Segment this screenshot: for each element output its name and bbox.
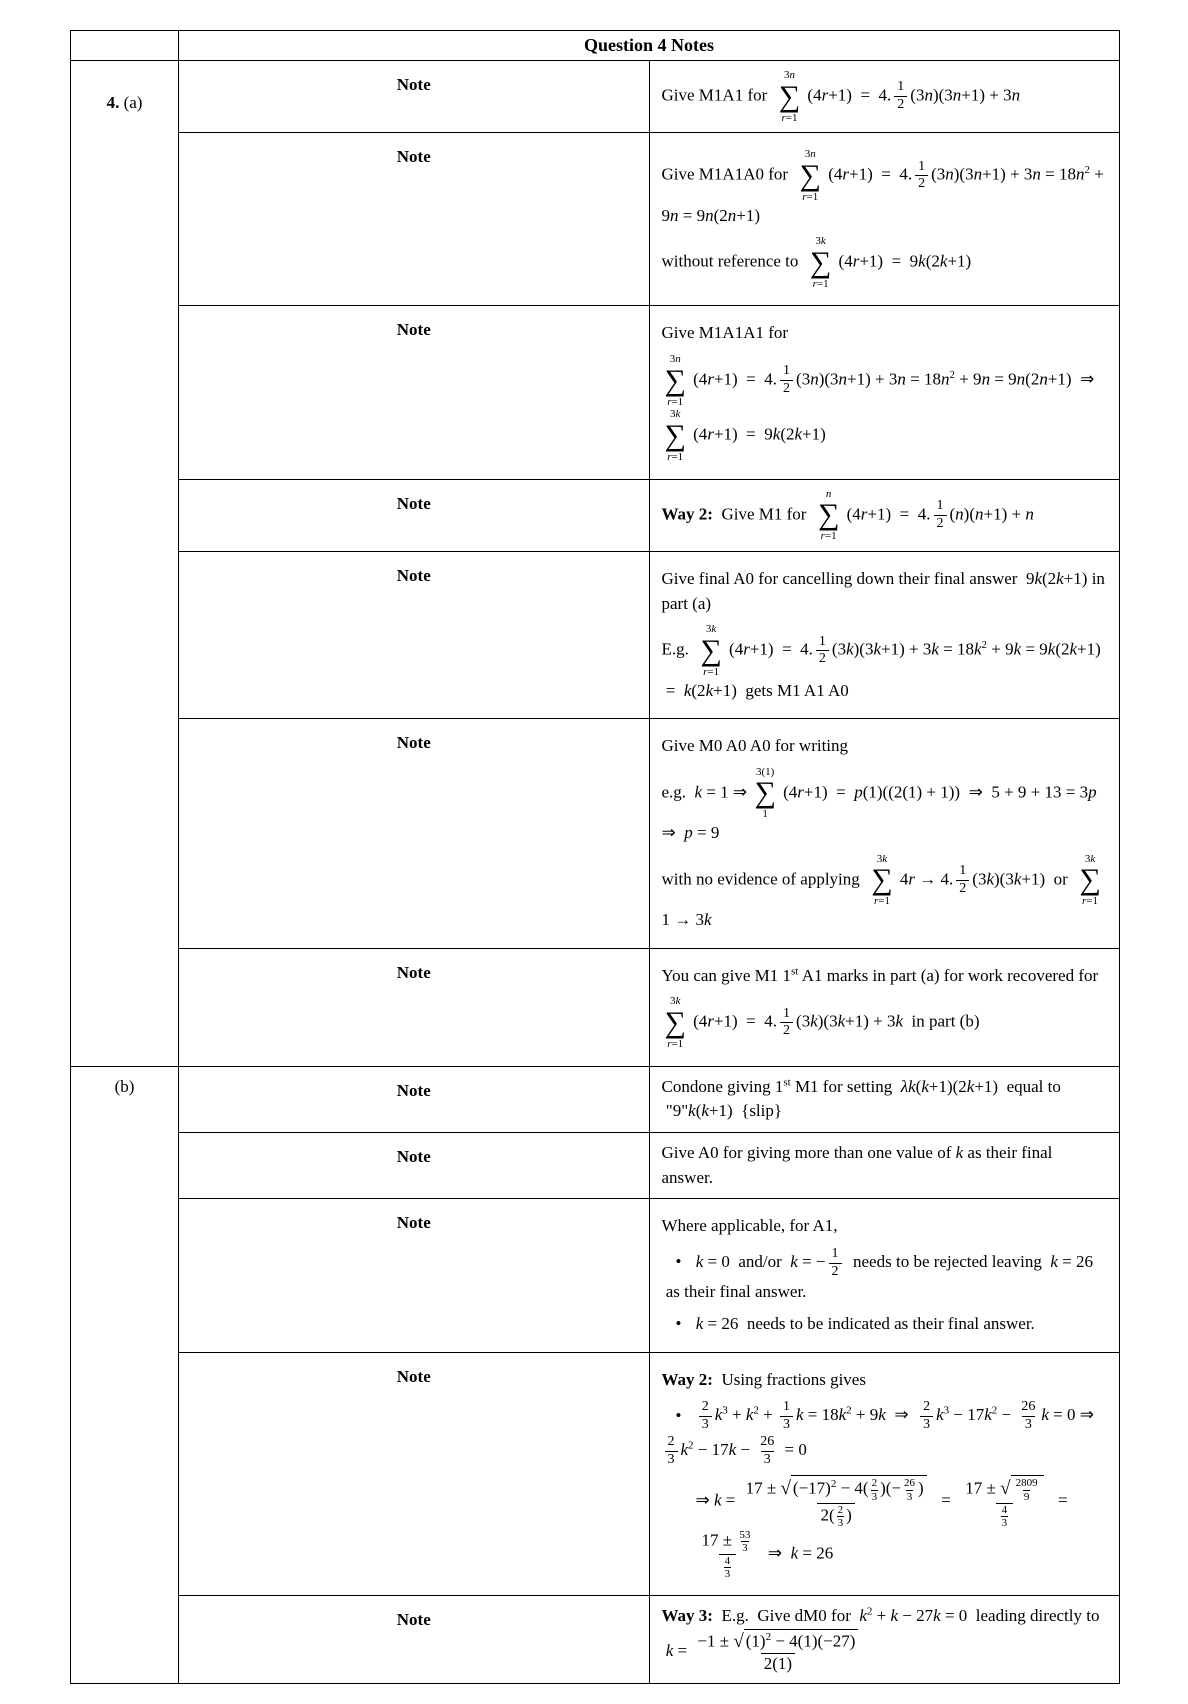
note-content: Where applicable, for A1, • k = 0 and/or k = − $\frac{1}{2}$ needs to be rejected leaving k = 26 as their final answer. • k = 26 needs to be indicated as their final answer.	[649, 1199, 1120, 1353]
note-row	[71, 1352, 1120, 1596]
question-notes-table	[70, 30, 1120, 1684]
note-row	[71, 479, 1120, 551]
note-label: Note	[179, 1596, 650, 1683]
note-label: Note	[179, 551, 650, 718]
note-row	[71, 948, 1120, 1066]
note-content: Give M1A1A1 for 3n ∑ r=1 (4r+1) = 4. $\frac{1}{2}$ $(3n)(3n+1) + 3n = 18n^2 + 9n = 9n(2n+1)$ ⇒ 3k ∑ r=1 (4r+1) = 9k(2k+1)	[649, 306, 1120, 479]
note-content: Condone giving 1st M1 for setting λk(k+1)(2k+1) equal to "9"k(k+1) {slip}	[649, 1066, 1120, 1132]
header-row	[71, 31, 1120, 61]
note-content: Give A0 for giving more than one value of k as their final answer.	[649, 1132, 1120, 1198]
note-row	[71, 1199, 1120, 1353]
note-row	[71, 551, 1120, 718]
note-row	[71, 719, 1120, 948]
note-row	[71, 61, 1120, 133]
table-title: Question 4 Notes	[179, 31, 1120, 61]
note-label: Note	[179, 1066, 650, 1132]
note-label: Note	[179, 61, 650, 133]
note-content: Give M0 A0 A0 for writing e.g. k = 1 ⇒ 3(1) ∑ 1 (4r+1) = p(1)((2(1) + 1)) ⇒ 5 + 9 + 13 = 3p ⇒ p = 9 with no evidence of applying 3k ∑ r=1 4r → 4. $\frac{1}{2}$ (3k)(3k+1) or 3k ∑ r=1 1 → 3k	[649, 719, 1120, 948]
note-content: Way 2: Using fractions gives • $\frac{2}{3}$ $k^3 + k^2$ + $\frac{1}{3}$ $k = 18k^2 + 9k$ ⇒ $\frac{2}{3}$ $k^3 - 17k^2$ − $\frac{26}{3}$ k = 0 ⇒ $\frac{2}{3}$ $k^2 - 17k$ − $\frac{26}{3}$ = 0 ⇒ k = 17 ± √ $(-17)^2 - 4$( $\frac{2}{3}$ )(− $\frac{26}{3}$ ) 2( $\frac{2}{3}$ ) = 17 ± √ $\frac{2809}{9}$ $\frac{4}{3}$ = 17 ± $\frac{53}{3}$ $\frac{4}{3}$ ⇒ k = 26	[649, 1352, 1120, 1596]
header-corner-cell	[71, 31, 179, 61]
note-label: Note	[179, 948, 650, 1066]
note-label: Note	[179, 133, 650, 306]
note-label: Note	[179, 1352, 650, 1596]
note-label: Note	[179, 719, 650, 948]
note-row	[71, 306, 1120, 479]
notes-table-body	[71, 61, 1120, 1684]
note-content: Way 3: E.g. Give dM0 for $k^2 + k - 27k = 0$ leading directly to k = $\frac{-1 \pm √ (1)^2 - 4(1)(-27)}{2(1)}$	[649, 1596, 1120, 1683]
note-content: Way 2: Give M1 for n ∑ r=1 (4r+1) = 4. $\frac{1}{2}$ (n)(n+1) + n	[649, 479, 1120, 551]
note-row	[71, 1596, 1120, 1683]
note-label: Note	[179, 1199, 650, 1353]
note-row	[71, 1066, 1120, 1132]
note-content: You can give M1 1st A1 marks in part (a) for work recovered for 3k ∑ r=1 (4r+1) = 4. $\frac{1}{2}$ (3k)(3k+1) + 3k in part (b)	[649, 948, 1120, 1066]
note-content: Give M1A1A0 for 3n ∑ r=1 (4r+1) = 4. $\frac{1}{2}$ $(3n)(3n+1) + 3n = 18n^2 + 9n = 9n(2n+1)$ without reference to 3k ∑ r=1 (4r+1) = 9k(2k+1)	[649, 133, 1120, 306]
note-label: Note	[179, 479, 650, 551]
note-row	[71, 133, 1120, 306]
part-label: 4. (a)	[71, 61, 179, 1067]
note-row	[71, 1132, 1120, 1198]
note-label: Note	[179, 306, 650, 479]
note-content: Give M1A1 for 3n ∑ r=1 (4r+1) = 4. $\frac{1}{2}$ (3n)(3n+1) + 3n	[649, 61, 1120, 133]
note-content: Give final A0 for cancelling down their final answer 9k(2k+1) in part (a) E.g. 3k ∑ r=1 (4r+1) = 4. $\frac{1}{2}$ $(3k)(3k+1) + 3k = 18k^2 + 9k = 9k(2k+1) = k(2k+1)$ gets M1 A1 A0	[649, 551, 1120, 718]
note-label: Note	[179, 1132, 650, 1198]
part-label: (b)	[71, 1066, 179, 1683]
